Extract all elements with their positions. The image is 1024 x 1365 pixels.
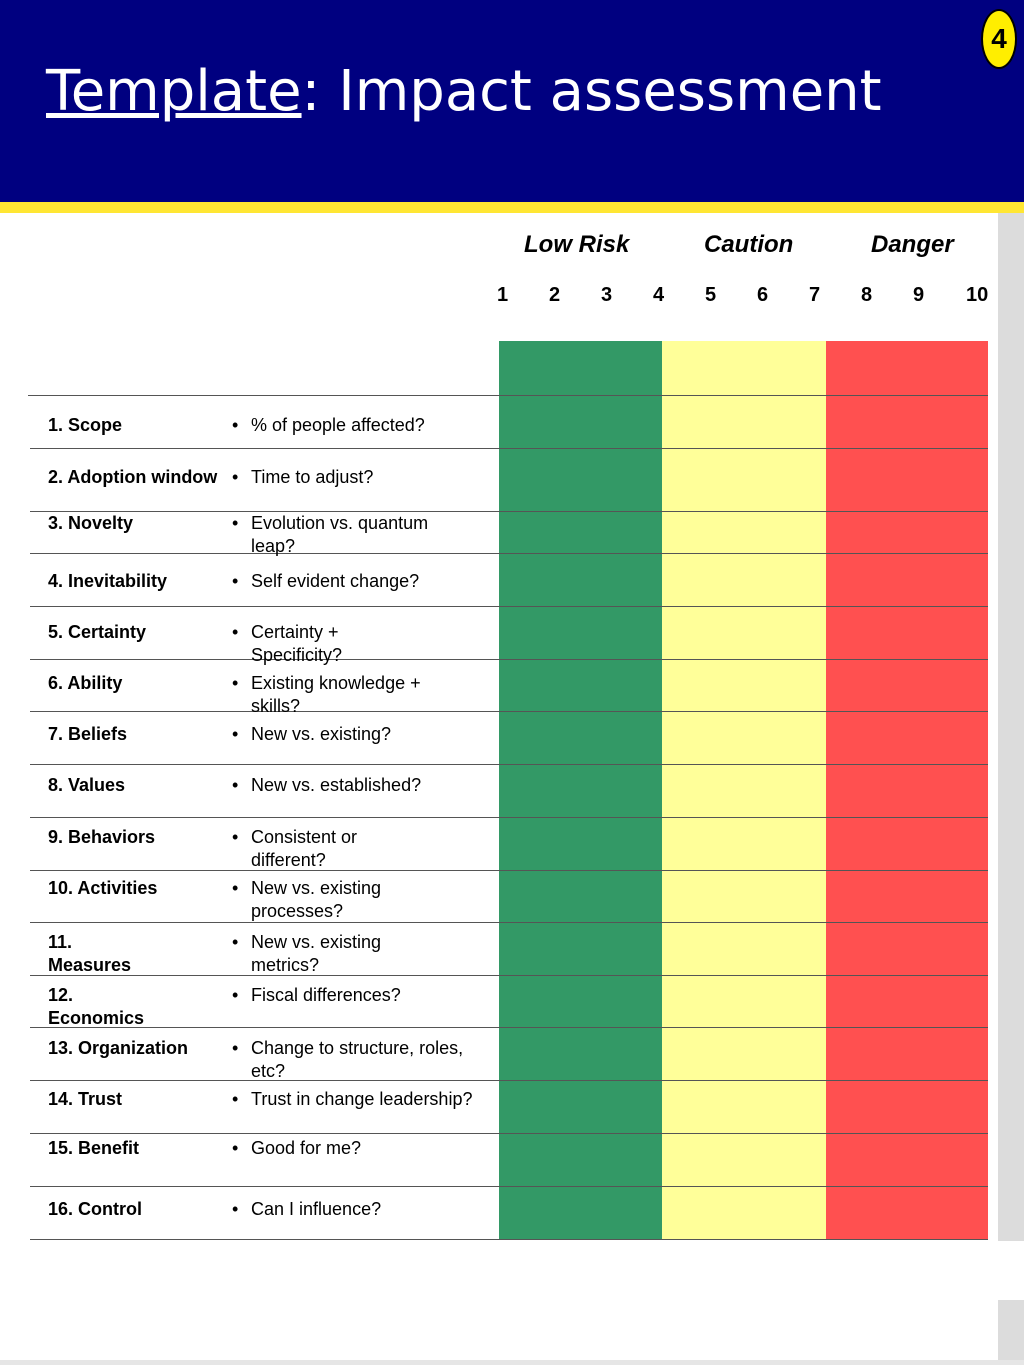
row-divider [30, 448, 988, 449]
page-number-badge: 4 [981, 9, 1017, 69]
row-divider [30, 975, 988, 976]
criterion-label: 5. Certainty [48, 622, 147, 642]
right-margin-bar [998, 213, 1024, 1241]
criterion-label: 12. Economics [48, 985, 145, 1028]
row-divider [30, 1239, 988, 1240]
criterion-question: • New vs. existing processes? [232, 878, 382, 921]
criterion-label: 15. Benefit [48, 1138, 140, 1158]
scale-number: 6 [757, 284, 769, 306]
scale-number: 7 [809, 284, 821, 306]
row-divider [28, 395, 988, 396]
criterion-question: • Evolution vs. quantum leap? [232, 513, 429, 556]
row-divider [30, 870, 988, 871]
criterion-question: • % of people affected? [232, 415, 425, 435]
criterion-question: • Change to structure, roles, etc? [232, 1038, 464, 1081]
row-divider [30, 606, 988, 607]
scale-number: 8 [861, 284, 873, 306]
criterion-label: 13. Organization [48, 1038, 189, 1058]
criterion-question: • Can I influence? [232, 1199, 382, 1219]
criterion-question: • Time to adjust? [232, 467, 374, 487]
criterion-label: 4. Inevitability [48, 571, 168, 591]
row-divider [30, 817, 988, 818]
scale-number: 4 [653, 284, 665, 306]
criterion-label: 2. Adoption window [48, 467, 218, 487]
low-risk-band [499, 341, 662, 1240]
scale-number: 9 [913, 284, 925, 306]
row-divider [30, 1027, 988, 1028]
criterion-question: • Certainty + Specificity? [232, 622, 343, 665]
criterion-label: 6. Ability [48, 673, 123, 693]
row-divider [30, 1186, 988, 1187]
criterion-question: • New vs. existing metrics? [232, 932, 382, 975]
criterion-label: 14. Trust [48, 1089, 123, 1109]
caution-band [662, 341, 826, 1240]
title-link[interactable]: Template [46, 59, 302, 124]
criterion-label: 9. Behaviors [48, 827, 156, 847]
scale-number: 5 [705, 284, 717, 306]
criterion-question: • Trust in change leadership? [232, 1089, 473, 1109]
row-divider [30, 711, 988, 712]
row-divider [30, 511, 988, 512]
criterion-label: 1. Scope [48, 415, 123, 435]
right-margin-bar-lower [998, 1300, 1024, 1360]
bottom-border [0, 1360, 1024, 1365]
criterion-question: • New vs. existing? [232, 724, 392, 744]
criterion-label: 7. Beliefs [48, 724, 128, 744]
criterion-label: 3. Novelty [48, 513, 134, 533]
scale-number: 10 [966, 284, 989, 306]
criterion-question: • Fiscal differences? [232, 985, 401, 1005]
danger-band [826, 341, 988, 1240]
page-title [46, 59, 882, 124]
criterion-label: 10. Activities [48, 878, 158, 898]
scale-number: 2 [549, 284, 561, 306]
criterion-label: 8. Values [48, 775, 126, 795]
scale-number: 3 [601, 284, 613, 306]
row-divider [30, 1080, 988, 1081]
category-low-risk: Low Risk [524, 231, 630, 258]
row-divider [30, 922, 988, 923]
scale-number: 1 [497, 284, 509, 306]
row-divider [30, 553, 988, 554]
title-rest: : Impact assessment [301, 59, 882, 124]
criterion-question: • Consistent or different? [232, 827, 358, 870]
row-divider [30, 659, 988, 660]
row-divider [30, 1133, 988, 1134]
criterion-label: 11. Measures [48, 932, 132, 975]
criterion-question: • Existing knowledge + skills? [232, 673, 421, 716]
category-danger: Danger [871, 231, 954, 258]
criterion-question: • New vs. established? [232, 775, 422, 795]
category-caution: Caution [704, 231, 794, 258]
criterion-question: • Self evident change? [232, 571, 420, 591]
row-divider [30, 764, 988, 765]
criterion-label: 16. Control [48, 1199, 143, 1219]
header-stripe [0, 202, 1024, 213]
criterion-question: • Good for me? [232, 1138, 362, 1158]
